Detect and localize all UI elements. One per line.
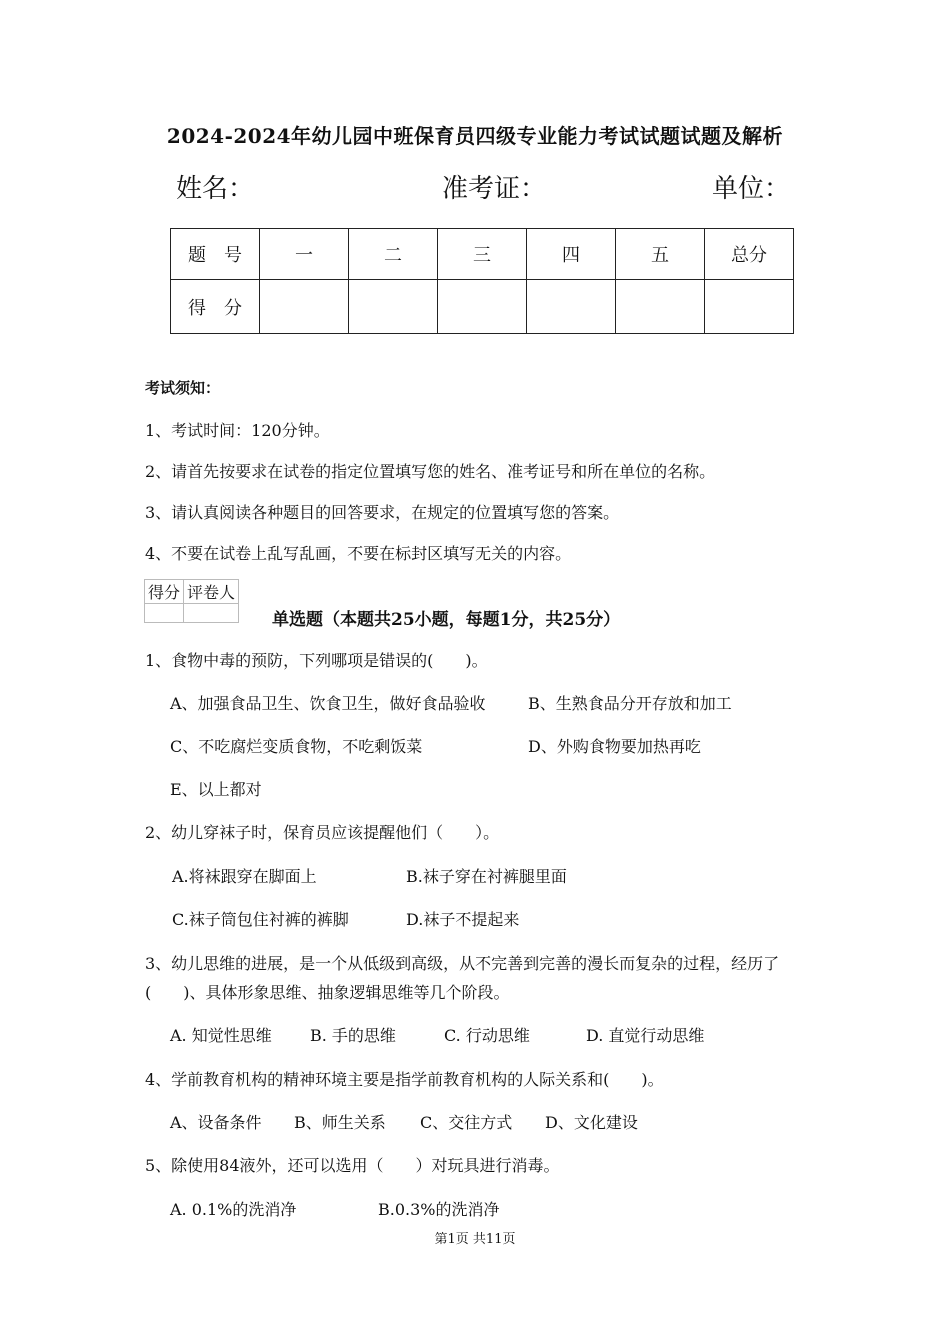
question-option: B. 手的思维 <box>310 1026 396 1045</box>
question-option: A. 0.1%的洗消净 <box>170 1200 297 1219</box>
question-stem: 5、除使用84液外，还可以选用（ ）对玩具进行消毒。 <box>145 1156 560 1175</box>
question-option: B、师生关系 <box>294 1113 386 1132</box>
question-option: C、交往方式 <box>420 1113 513 1132</box>
page-title: 2024-2024年幼儿园中班保育员四级专业能力考试试题试题及解析 <box>166 124 784 148</box>
unit-field-label: 单位： <box>712 174 791 204</box>
question-option: A、加强食品卫生、饮食卫生，做好食品验收 <box>170 694 486 713</box>
score-row-label: 得 分 <box>171 280 260 334</box>
question-option: A. 知觉性思维 <box>170 1026 272 1045</box>
question-stem: 2、幼儿穿袜子时，保育员应该提醒他们（ ）。 <box>145 823 500 842</box>
note-item: 1、考试时间：120分钟。 <box>145 421 330 440</box>
score-cell <box>349 280 438 334</box>
question-option: D.袜子不提起来 <box>406 910 520 929</box>
score-header-cell: 五 <box>616 229 705 280</box>
score-table-score-row <box>171 280 794 334</box>
grader-score-cell <box>145 604 184 623</box>
note-item: 3、请认真阅读各种题目的回答要求，在规定的位置填写您的答案。 <box>145 503 620 522</box>
score-header-cell: 总分 <box>705 229 794 280</box>
question-stem: 4、学前教育机构的精神环境主要是指学前教育机构的人际关系和( )。 <box>145 1070 664 1089</box>
note-item: 2、请首先按要求在试卷的指定位置填写您的姓名、准考证号和所在单位的名称。 <box>145 462 716 481</box>
score-table <box>170 228 794 334</box>
score-header-cell: 题 号 <box>171 229 260 280</box>
score-table-header-row <box>171 229 794 280</box>
notes-title: 考试须知： <box>145 379 221 397</box>
question-option: A、设备条件 <box>170 1113 262 1132</box>
score-header-cell: 三 <box>438 229 527 280</box>
grader-reviewer-cell <box>184 604 239 623</box>
score-header-cell: 二 <box>349 229 438 280</box>
ticket-field-label: 准考证： <box>442 174 547 204</box>
question-option: D. 直觉行动思维 <box>586 1026 705 1045</box>
grader-score-label: 得分 <box>145 580 184 604</box>
score-cell <box>705 280 794 334</box>
score-cell <box>527 280 616 334</box>
question-stem: 1、食物中毒的预防，下列哪项是错误的( )。 <box>145 651 488 670</box>
question-stem-continued: ( )、具体形象思维、抽象逻辑思维等几个阶段。 <box>145 983 510 1002</box>
question-stem: 3、幼儿思维的进展，是一个从低级到高级，从不完善到完善的漫长而复杂的过程，经历了 <box>145 954 780 973</box>
score-header-cell: 四 <box>527 229 616 280</box>
score-header-cell: 一 <box>260 229 349 280</box>
question-option: E、以上都对 <box>170 780 262 799</box>
section-title: 单选题（本题共25小题，每题1分，共25分） <box>272 610 621 630</box>
question-option: C.袜子筒包住衬裤的裤脚 <box>172 910 349 929</box>
page-footer: 第1页 共11页 <box>434 1232 516 1247</box>
question-option: C、不吃腐烂变质食物，不吃剩饭菜 <box>170 737 423 756</box>
question-option: B.袜子穿在衬裤腿里面 <box>406 867 567 886</box>
grader-reviewer-label: 评卷人 <box>184 580 239 604</box>
question-option: B.0.3%的洗消净 <box>378 1200 500 1219</box>
name-field-label: 姓名： <box>176 174 255 204</box>
question-option: D、文化建设 <box>545 1113 638 1132</box>
score-cell <box>616 280 705 334</box>
grader-box <box>144 579 239 623</box>
score-cell <box>260 280 349 334</box>
question-option: A.将袜跟穿在脚面上 <box>172 867 317 886</box>
question-option: B、生熟食品分开存放和加工 <box>528 694 732 713</box>
question-option: D、外购食物要加热再吃 <box>528 737 701 756</box>
note-item: 4、不要在试卷上乱写乱画，不要在标封区填写无关的内容。 <box>145 544 572 563</box>
score-cell <box>438 280 527 334</box>
question-option: C. 行动思维 <box>444 1026 530 1045</box>
